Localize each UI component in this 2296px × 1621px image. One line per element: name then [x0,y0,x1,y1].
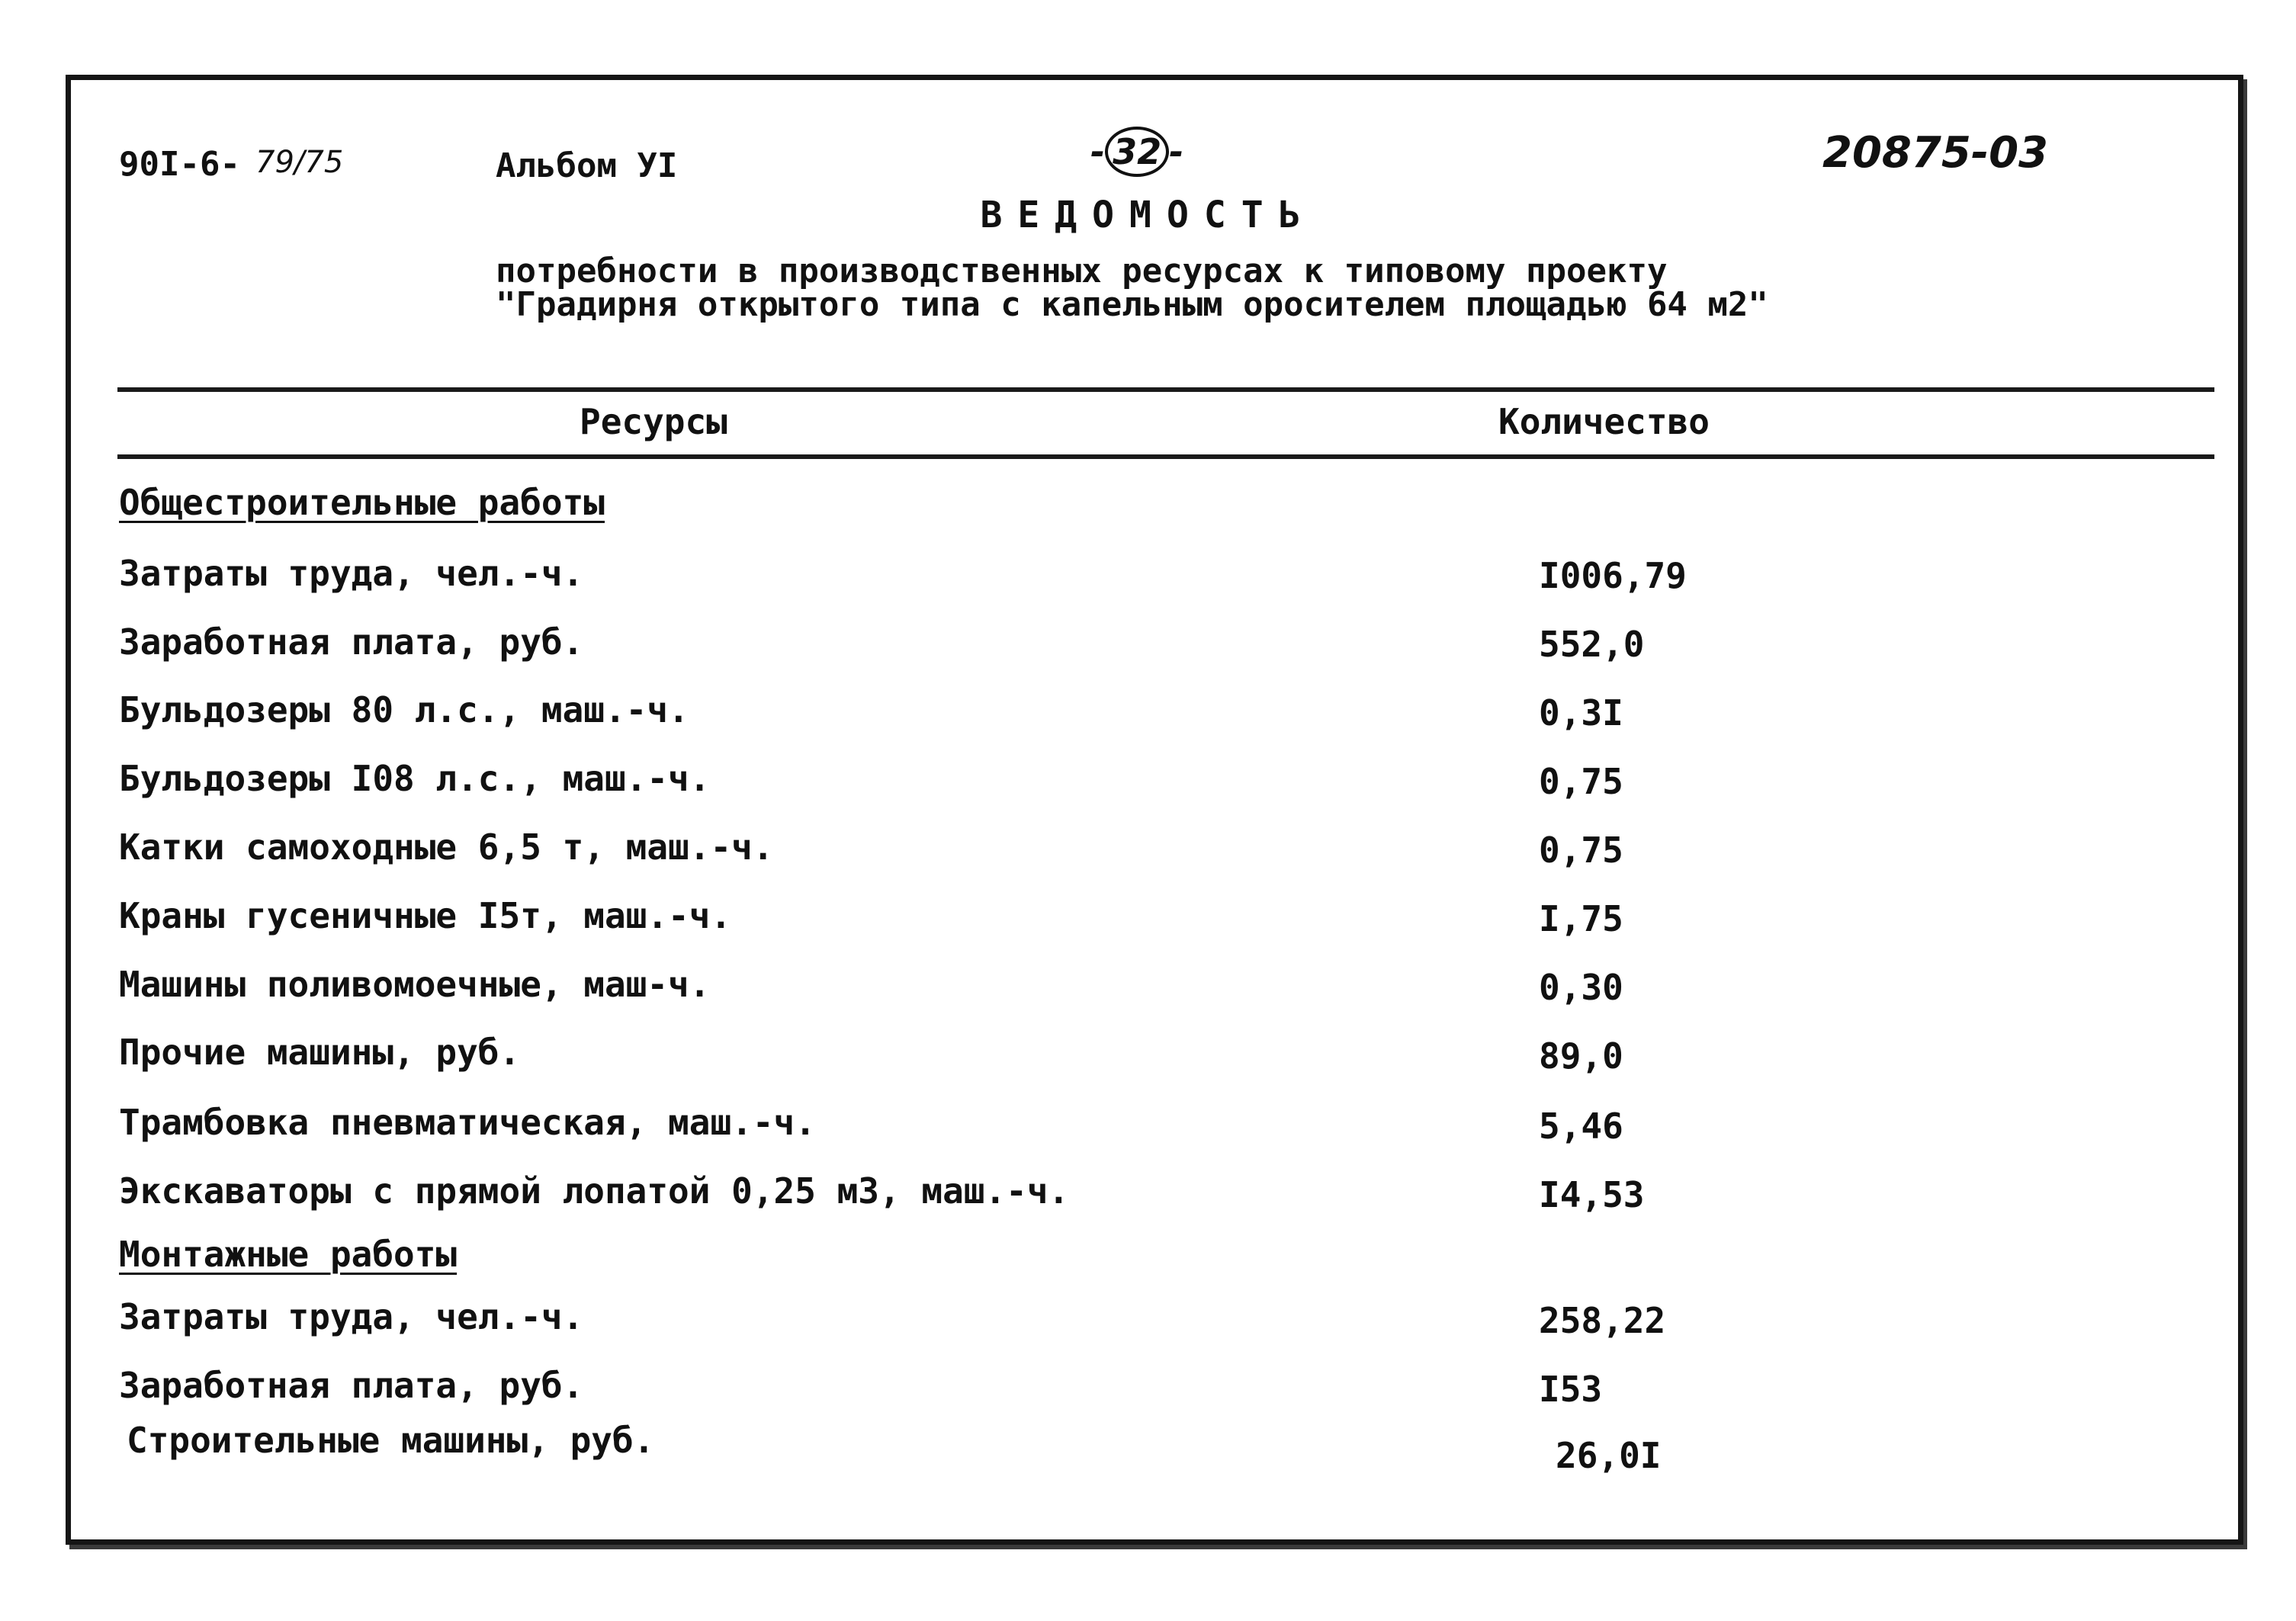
row-name: Бульдозеры I08 л.с., маш.-ч. [119,758,711,799]
row-value: 0,3I [1539,692,1623,733]
row-value: I4,53 [1539,1174,1645,1215]
table-header-rule [117,454,2214,459]
column-header-resources: Ресурсы [580,401,727,442]
row-name: Машины поливомоечные, маш-ч. [119,964,711,1005]
row-name: Прочие машины, руб. [119,1032,521,1073]
row-value: 552,0 [1539,624,1645,665]
section-title: Монтажные работы [119,1234,458,1275]
row-name: Затраты труда, чел.-ч. [119,1296,584,1337]
row-value: 258,22 [1539,1300,1666,1341]
section-title: Общестроительные работы [119,482,605,523]
row-value: 5,46 [1539,1106,1623,1147]
row-name: Затраты труда, чел.-ч. [119,553,584,594]
row-value: I,75 [1539,898,1623,939]
document-title: ВЕДОМОСТЬ [980,194,1316,236]
subtitle-line-1: потребности в производственных ресурсах к типовому проекту [496,252,1668,290]
document-number: 20875-03 [1822,128,2048,178]
row-value: 0,75 [1539,761,1623,802]
row-value: 26,0I [1556,1435,1662,1476]
row-value: 0,30 [1539,967,1623,1008]
row-name: Катки самоходные 6,5 т, маш.-ч. [119,827,774,868]
subtitle-line-2: "Градирня открытого типа с капельным оросителем площадью 64 м2" [496,285,1768,324]
column-header-quantity: Количество [1498,401,1710,442]
project-code: 90I-6- [119,145,240,184]
row-value: 89,0 [1539,1035,1623,1077]
row-name: Краны гусеничные I5т, маш.-ч. [119,895,732,936]
row-name: Строительные машины, руб. [127,1420,655,1461]
page-number: - 32 - [1090,127,1183,177]
row-value: 0,75 [1539,830,1623,871]
row-value: I006,79 [1539,555,1687,596]
row-name: Экскаваторы с прямой лопатой 0,25 м3, маш.-ч. [119,1170,1070,1212]
row-name: Бульдозеры 80 л.с., маш.-ч. [119,689,689,730]
row-name: Заработная плата, руб. [119,1365,584,1406]
row-name: Заработная плата, руб. [119,621,584,663]
row-value: I53 [1539,1369,1603,1410]
page-number-value: 32 [1105,127,1169,177]
project-code-handwritten: 79/75 [255,145,344,180]
row-name: Трамбовка пневматическая, маш.-ч. [119,1102,816,1143]
table-top-rule [117,387,2214,392]
album-label: Альбом УI [496,146,678,185]
